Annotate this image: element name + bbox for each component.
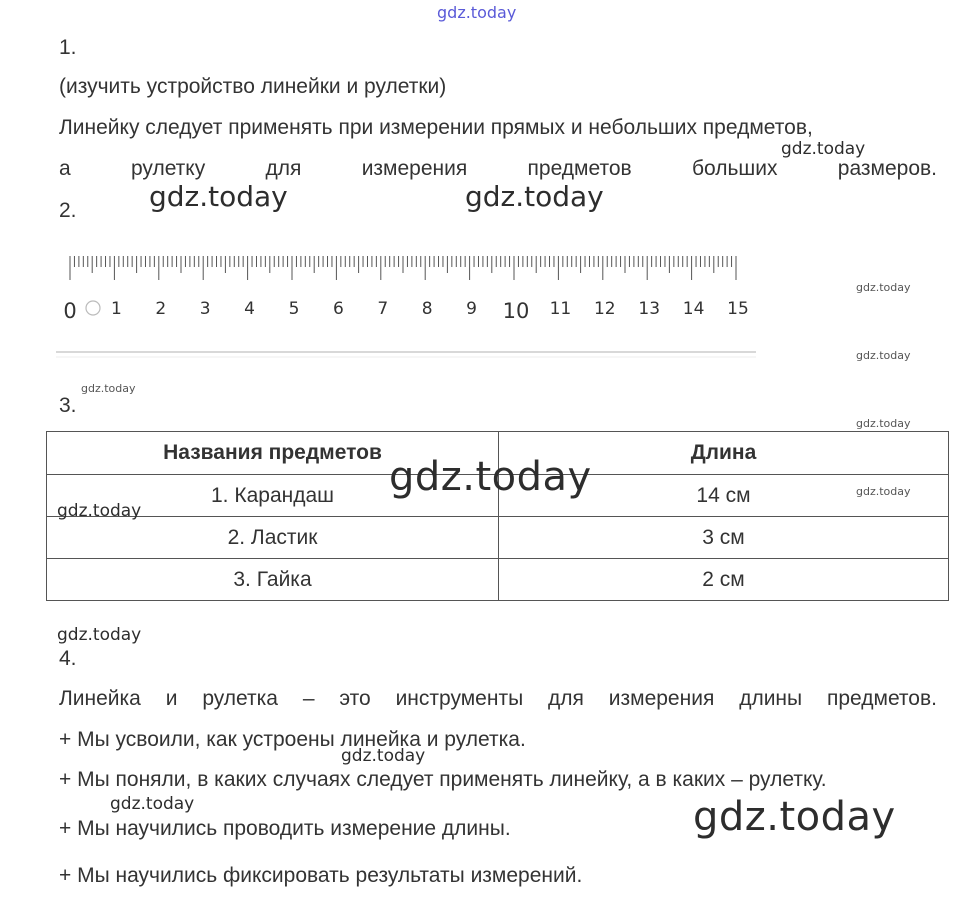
word: предметов (527, 157, 632, 180)
watermark: gdz.today (110, 794, 195, 814)
task-1-number: 1. (59, 36, 77, 59)
header-length: Длина (499, 432, 949, 475)
conclusion-item: + Мы усвоили, как устроены линейка и рулетка. (59, 728, 526, 751)
ruler-label: 14 (682, 299, 705, 319)
item-name: 2. Ластик (47, 517, 499, 559)
item-length: 3 см (499, 517, 949, 559)
task-3-number: 3. (59, 394, 77, 417)
conclusion-item: + Мы научились фиксировать результаты измерений. (59, 864, 583, 887)
item-length: 14 см (499, 475, 949, 517)
watermark: gdz.today (856, 485, 911, 498)
ruler-label: 3 (199, 299, 211, 319)
watermark: gdz.today (341, 746, 426, 766)
ruler-label: 10 (502, 299, 530, 323)
word: Линейка (59, 687, 141, 710)
ruler-label: 1 (110, 299, 122, 319)
ruler-label: 2 (155, 299, 167, 319)
ruler-label: 12 (593, 299, 616, 319)
word: больших (691, 157, 778, 180)
word: – (302, 687, 315, 710)
watermark: gdz.today (465, 180, 604, 213)
ruler-label: 5 (288, 299, 300, 319)
ruler-label: 4 (244, 299, 256, 319)
header-item-name: Названия предметов (47, 432, 499, 475)
word: для (548, 687, 584, 710)
ruler-label: 15 (727, 299, 749, 319)
watermark: gdz.today (693, 794, 896, 840)
task-4-number: 4. (59, 647, 77, 670)
word: предметов. (826, 687, 937, 710)
table-row (47, 517, 949, 559)
task-2-number: 2. (59, 199, 77, 222)
word: инструменты (395, 687, 524, 710)
task-4-summary (59, 687, 937, 711)
watermark: gdz.today (149, 180, 288, 213)
watermark: gdz.today (81, 382, 136, 395)
task-1-line-1: Линейку следует применять при измерении прямых и небольших предметов, (59, 116, 813, 139)
ruler-label: 6 (332, 299, 344, 319)
ruler-hole (86, 301, 100, 315)
ruler-labels (63, 299, 749, 323)
ruler-label: 13 (638, 299, 661, 319)
word: для (265, 157, 302, 180)
watermark: gdz.today (781, 139, 866, 159)
watermark: gdz.today (856, 417, 911, 430)
conclusion-item: + Мы поняли, в каких случаях следует применять линейку, а в каких – рулетку. (59, 768, 827, 791)
watermark: gdz.today (437, 3, 517, 22)
ruler-label: 7 (377, 299, 389, 319)
ruler-label: 9 (466, 299, 478, 319)
item-length: 2 см (499, 559, 949, 601)
ruler-label: 0 (63, 299, 77, 323)
watermark: gdz.today (389, 454, 592, 500)
item-name: 1. Карандаш (47, 475, 499, 517)
conclusion-item: + Мы научились проводить измерение длины. (59, 817, 511, 840)
item-name: 3. Гайка (47, 559, 499, 601)
watermark: gdz.today (57, 501, 142, 521)
task-1-subtitle: (изучить устройство линейки и рулетки) (59, 75, 447, 98)
word: длины (739, 687, 803, 710)
watermark: gdz.today (856, 281, 911, 294)
word: а (59, 157, 71, 180)
ruler (56, 250, 766, 370)
ruler-label: 11 (549, 299, 572, 319)
word: измерения (361, 157, 468, 180)
word: рулетка (202, 687, 278, 710)
ruler-label: 8 (421, 299, 433, 319)
watermark: gdz.today (856, 349, 911, 362)
word: и (165, 687, 178, 710)
word: это (339, 687, 371, 710)
watermark: gdz.today (57, 625, 142, 645)
table-row (47, 559, 949, 601)
ruler-ticks (70, 256, 736, 280)
word: измерения (608, 687, 715, 710)
task-1-line-2 (59, 157, 937, 181)
word: рулетку (130, 157, 206, 180)
word: размеров. (837, 157, 937, 180)
